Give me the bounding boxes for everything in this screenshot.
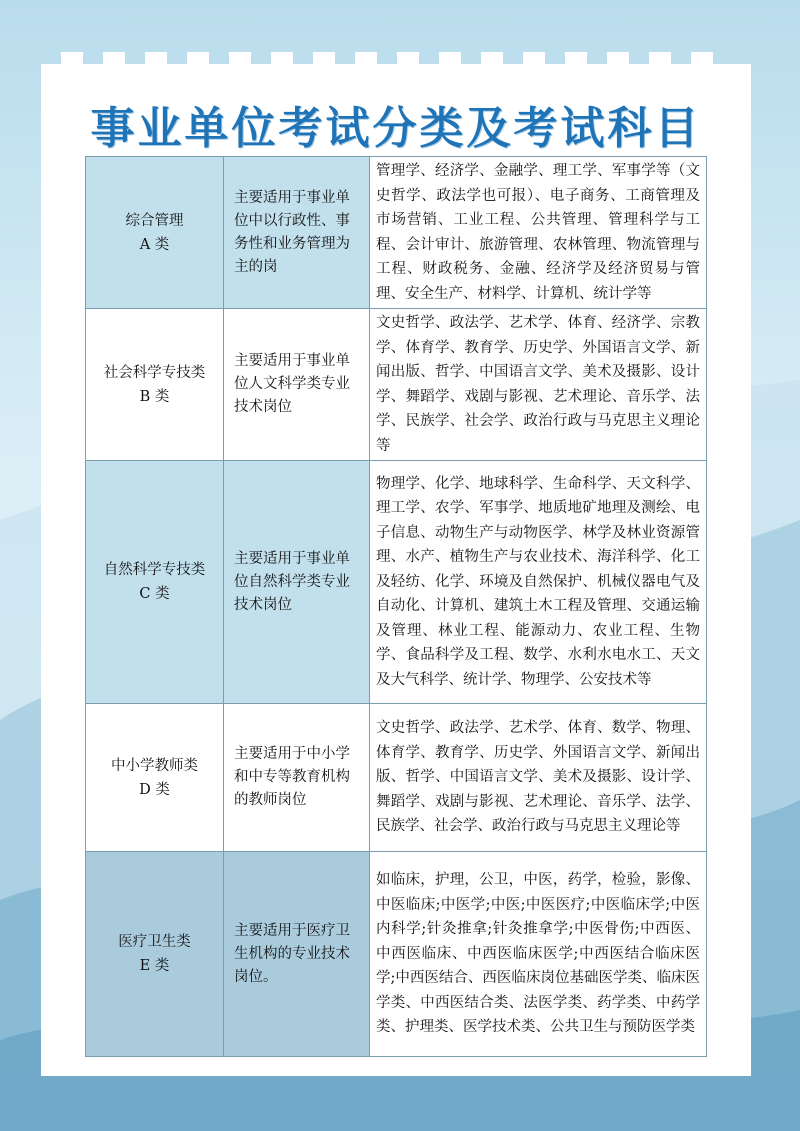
- scope-cell: 主要适用于事业单位人文科学类专业技术岗位: [224, 309, 370, 461]
- table-row: [86, 157, 707, 309]
- table-row: [86, 704, 707, 852]
- table-row: [86, 461, 707, 704]
- category-code: C 类: [139, 586, 170, 602]
- category-cell: [86, 704, 224, 852]
- table-row: [86, 309, 707, 461]
- scope-cell: 主要适用于事业单位中以行政性、事务性和业务管理为主的岗: [224, 157, 370, 309]
- category-code: A 类: [139, 236, 170, 253]
- category-cell: [86, 157, 224, 309]
- scope-cell: 主要适用于事业单位自然科学类专业技术岗位: [224, 461, 370, 704]
- category-name: 综合管理: [125, 212, 184, 229]
- category-code: D 类: [139, 781, 170, 798]
- subjects-cell: 管理学、经济学、金融学、理工学、军事学等（文史哲学、政法学也可报）、电子商务、工商管理及市场营销、工业工程、公共管理、管理科学与工程、会计审计、旅游管理、农林管理、物流管理与工程、财政税务、金融、经济学及经济贸易与管理、安全生产、材料学、计算机、统计学等: [370, 157, 707, 309]
- category-code: B 类: [139, 388, 170, 405]
- category-cell: [86, 309, 224, 461]
- category-code: E 类: [139, 958, 170, 974]
- subjects-cell: 文史哲学、政法学、艺术学、体育、数学、物理、体育学、教育学、历史学、外国语言文学、新闻出版、哲学、中国语言文学、美术及摄影、设计学、舞蹈学、戏剧与影视、艺术理论、音乐学、法学、民族学、社会学、政治行政与马克思主义理论等: [370, 704, 707, 852]
- subjects-cell: 物理学、化学、地球科学、生命科学、天文科学、理工学、农学、军事学、地质地矿地理及测绘、电子信息、动物生产与动物医学、林学及林业资源管理、水产、植物生产与农业技术、海洋科学、化工及轻纺、化学、环境及自然保护、机械仪器电气及自动化、计算机、建筑土木工程及管理、交通运输及管理、林业工程、能源动力、农业工程、生物学、食品科学及工程、数学、水利水电水工、天文及大气科学、统计学、物理学、公安技术等: [370, 461, 707, 704]
- scope-cell: 主要适用于医疗卫生机构的专业技术岗位。: [224, 852, 370, 1057]
- page-title: 事业单位考试分类及考试科目: [90, 103, 702, 154]
- category-name: 医疗卫生类: [118, 934, 191, 950]
- category-name: 自然科学专技类: [103, 562, 206, 578]
- table-row: [86, 852, 707, 1057]
- paper-sheet: [41, 64, 751, 1076]
- category-name: 社会科学专技类: [103, 364, 206, 381]
- subjects-cell: 如临床，护理，公卫，中医，药学，检验，影像、中医临床;中医学;中医;中医医疗;中医临床学;中医内科学;针灸推拿;针灸推拿学;中医骨伤;中西医、中西医临床、中西医临床医学;中西医结合临床医学;中西医结合、西医临床岗位基础医学类、临床医学类、中西医结合类、法医学类、药学类、中药学类、护理类、医学技术类、公共卫生与预防医学类: [370, 852, 707, 1057]
- exam-category-table: [85, 156, 707, 1057]
- subjects-cell: 文史哲学、政法学、艺术学、体育、经济学、宗教学、体育学、教育学、历史学、外国语言文学、新闻出版、哲学、中国语言文学、美术及摄影、设计学、舞蹈学、戏剧与影视、艺术理论、音乐学、法学、民族学、社会学、政治行政与马克思主义理论等: [370, 309, 707, 461]
- category-cell: [86, 852, 224, 1057]
- category-name: 中小学教师类: [111, 757, 198, 774]
- category-cell: [86, 461, 224, 704]
- scope-cell: 主要适用于中小学和中专等教育机构的教师岗位: [224, 704, 370, 852]
